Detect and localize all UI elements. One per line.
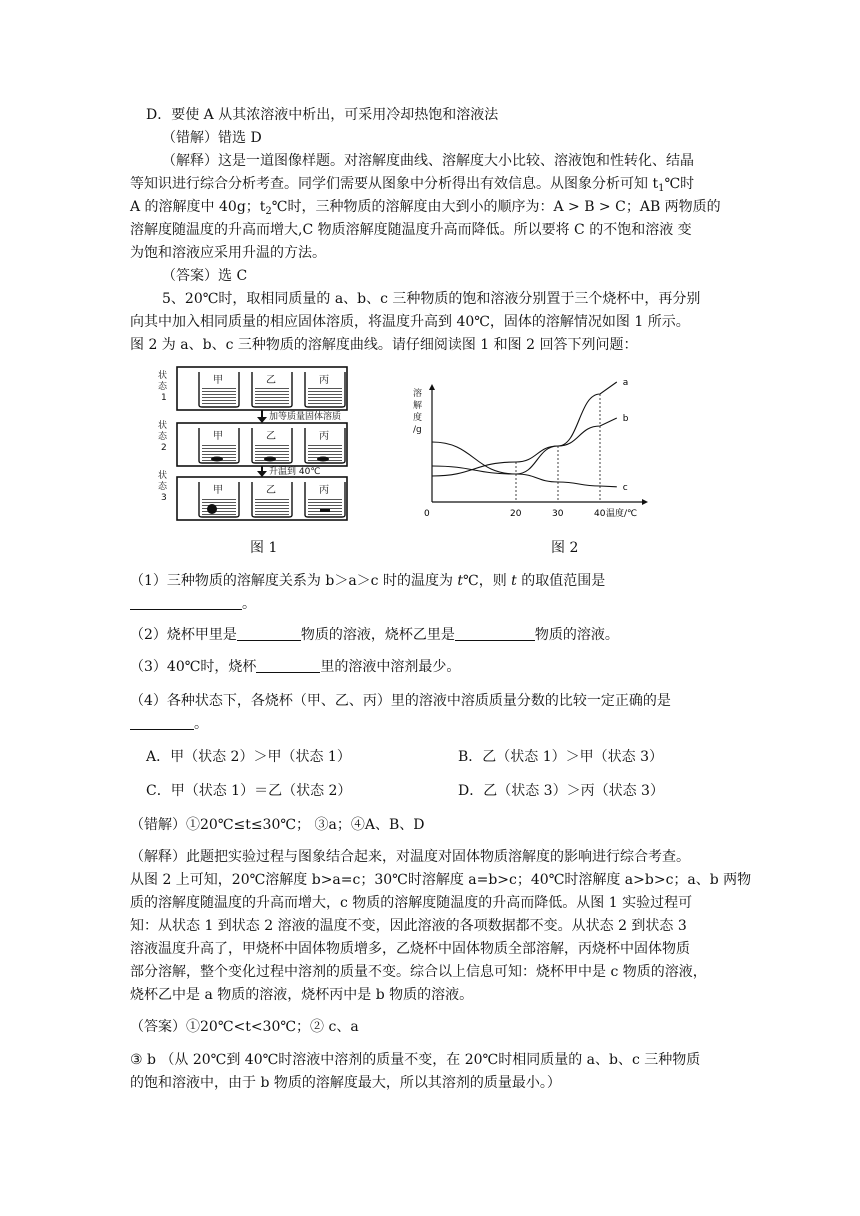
figure-2-solubility-chart: [410, 378, 670, 524]
answer-blank-2a[interactable]: [237, 626, 301, 641]
sub-question-1: （1）三种物质的溶解度关系为 b＞a＞c 时的温度为 t℃，则 t 的取值范围是: [130, 573, 606, 589]
beaker-label: 甲: [213, 485, 223, 496]
question-5-line3: 图 2 为 a、b、c 三种物质的溶解度曲线。请仔细阅读图 1 和图 2 回答下列问题：: [130, 337, 638, 353]
svg-text:/g: /g: [413, 425, 422, 435]
wrong-answer-4: （错解）错选 D: [162, 130, 262, 146]
answer-5-line3: 的饱和溶液中，由于 b 物质的溶解度最大，所以其溶剂的质量最小。）: [130, 1075, 561, 1091]
solid-solute: [317, 457, 329, 462]
svg-text:态: 态: [158, 482, 168, 492]
x-tick-label: 40: [594, 509, 606, 519]
question-5-line2: 向其中加入相同质量的相应固体溶质，将温度升高到 40℃，固体的溶解情况如图 1 所示。: [130, 314, 690, 330]
svg-text:2: 2: [161, 443, 167, 453]
option-c: C．甲（状态 1）＝乙（状态 2）: [146, 783, 352, 799]
sub-question-4-blank: 。: [130, 713, 208, 735]
explanation-4-line5: 为饱和溶液应采用升温的方法。: [130, 245, 326, 261]
solution-fill: [255, 387, 289, 405]
option-d: D．乙（状态 3）＞丙（状态 3）: [458, 783, 664, 799]
series-label-a: a: [622, 378, 629, 388]
figure-2-caption: 图 2: [551, 540, 579, 556]
sub-question-2: （2）烧杯甲里是 物质的溶液，烧杯乙里是 物质的溶液。: [130, 627, 619, 643]
chart-layer: [432, 378, 629, 519]
svg-text:态: 态: [158, 382, 168, 392]
beaker-label: 丙: [319, 431, 329, 442]
x-axis-label: 温度/℃: [606, 509, 638, 519]
solution-fill: [308, 497, 342, 515]
solid-solute: [207, 504, 217, 514]
x-tick-label: 30: [552, 509, 564, 519]
answer-blank-4[interactable]: [130, 715, 194, 730]
option-d-text: D．要使 A 从其浓溶液中析出，可采用冷却热饱和溶液法: [146, 107, 499, 123]
sub-question-1-blank: 。: [130, 593, 256, 615]
explanation-5-line3: 质的溶解度随温度的升高而增大，c 物质的溶解度随温度的升高而降低。从图 1 实验过程可: [130, 895, 693, 911]
series-label-c: c: [622, 482, 628, 493]
solid-solute: [264, 457, 276, 462]
svg-text:态: 态: [158, 432, 168, 442]
y-axis-label-1: 溶: [413, 389, 423, 399]
option-b: B．乙（状态 1）＞甲（状态 3）: [458, 749, 664, 765]
beaker-label: 甲: [213, 375, 223, 386]
solution-fill: [202, 497, 236, 515]
arrow-label-heat: 升温到 40℃: [269, 467, 321, 477]
explanation-5-line6: 部分溶解，整个变化过程中溶剂的质量不变。综合以上信息可知：烧杯甲中是 c 物质的溶液，: [130, 964, 707, 980]
answer-blank-1[interactable]: [130, 595, 242, 610]
option-a: A．甲（状态 2）＞甲（状态 1）: [146, 749, 351, 765]
answer-5-line2: ③ b （从 20℃到 40℃时溶液中溶剂的质量不变，在 20℃时相同质量的 a、b、c 三种物质: [130, 1052, 701, 1068]
solution-fill: [255, 497, 289, 515]
explanation-5-line4: 知：从状态 1 到状态 2 溶液的温度不变，因此溶液的各项数据都不变。从状态 2 到状态 3: [130, 918, 687, 934]
series-label-b: b: [622, 414, 629, 424]
arrow-label-add-solute: 加等质量固体溶质: [269, 412, 342, 422]
explanation-5-line5: 溶液温度升高了，甲烧杯中固体物质增多，乙烧杯中固体物质全部溶解，丙烧杯中固体物质: [130, 941, 690, 957]
origin-label: 0: [424, 509, 430, 519]
question-5-line1: 5、20℃时，取相同质量的 a、b、c 三种物质的饱和溶液分别置于三个烧杯中，再分别: [162, 291, 701, 307]
answer-4: （答案）选 C: [162, 268, 248, 284]
state-label-2: 状: [158, 421, 168, 431]
figure-1-beakers: [155, 364, 355, 524]
explanation-4-line3: A 的溶解度中 40g；$t_2℃$时，三种物质的溶解度由大到小的顺序为：A > B > C；AB 两物质的: [130, 199, 721, 217]
solid-solute: [211, 457, 223, 462]
svg-text:3: 3: [161, 493, 167, 503]
svg-text:1: 1: [161, 393, 167, 403]
answer-blank-3[interactable]: [256, 658, 320, 673]
svg-text:解: 解: [413, 401, 423, 411]
explanation-5-line7: 烧杯乙中是 a 物质的溶液，烧杯丙中是 b 物质的溶液。: [130, 987, 474, 1003]
answer-5-line1: （答案）①20℃<t<30℃；② c、a: [130, 1019, 359, 1035]
explanation-4-line4: 溶解度随温度的升高而增大,C 物质溶解度随温度升高而降低。所以要将 C 的不饱和溶液 变: [130, 222, 692, 238]
explanation-5-line2: 从图 2 上可知，20℃溶解度 b>a=c；30℃时溶解度 a=b>c；40℃时溶解度 a>b>c；a、b 两物: [130, 872, 752, 888]
state-label-1: 状: [158, 371, 168, 381]
beaker-label: 乙: [266, 431, 276, 442]
explanation-4-line1: （解释）这是一道图像样题。对溶解度曲线、溶解度大小比较、溶液饱和性转化、结晶: [162, 153, 694, 169]
beaker-label: 甲: [213, 431, 223, 442]
sub-question-3: （3）40℃时，烧杯 里的溶液中溶剂最少。: [130, 659, 461, 675]
solution-fill: [202, 387, 236, 405]
series-line-c: [432, 442, 617, 487]
beaker-label: 乙: [266, 485, 276, 496]
figure-1-caption: 图 1: [250, 540, 278, 556]
solution-fill: [308, 387, 342, 405]
explanation-4-line2: 等知识进行综合分析考查。同学们需要从图象中分析得出有效信息。从图象分析可知 $t_1℃$时: [130, 176, 695, 194]
wrong-answer-5: （错解）①20℃≤t≤30℃； ③a；④A、B、D: [130, 817, 425, 833]
sub-question-4: （4）各种状态下，各烧杯（甲、乙、丙）里的溶液中溶质质量分数的比较一定正确的是: [130, 693, 671, 709]
state-label-3: 状: [158, 471, 168, 481]
solid-solute: [320, 509, 330, 512]
beaker-label: 丙: [319, 375, 329, 386]
answer-blank-2b[interactable]: [455, 626, 535, 641]
explanation-5-line1: （解释）此题把实验过程与图象结合起来，对温度对固体物质溶解度的影响进行综合考查。: [130, 849, 690, 865]
x-tick-label: 20: [510, 509, 522, 519]
beaker-label: 乙: [266, 375, 276, 386]
beaker-label: 丙: [319, 485, 329, 496]
beaker-group: [199, 372, 345, 517]
svg-text:度: 度: [413, 413, 423, 423]
